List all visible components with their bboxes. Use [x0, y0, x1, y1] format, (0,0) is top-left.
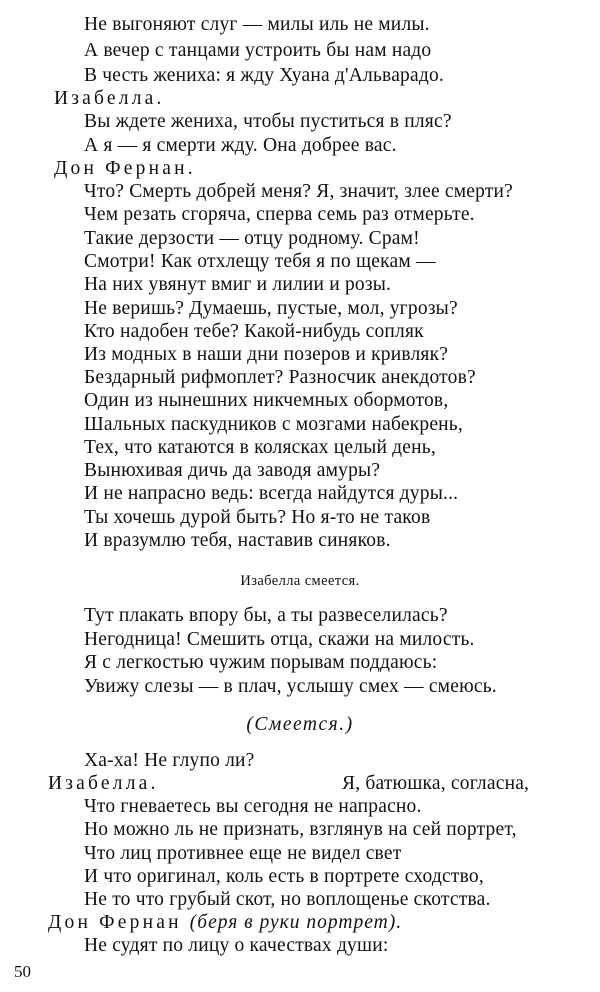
- verse-line: Чем резать сгоряча, сперва семь раз отмерьте.: [84, 203, 475, 225]
- verse-line: На них увянут вмиг и лилии и розы.: [84, 273, 392, 295]
- verse-line: Не выгоняют слуг — милы иль не милы.: [84, 14, 430, 35]
- verse-line: Что? Смерть добрей меня? Я, значит, злее смерти?: [84, 180, 514, 202]
- verse-line: Что лиц противнее еще не видел свет: [84, 842, 402, 864]
- verse-line: В честь жениха: я жду Хуана д'Альварадо.: [84, 64, 444, 86]
- verse-line: Но можно ль не признать, взглянув на сей портрет,: [84, 819, 517, 841]
- verse-line: Ха-ха! Не глупо ли?: [84, 750, 255, 772]
- speaker-name: Дон Фернан: [48, 911, 182, 933]
- inline-stage-direction: (беря в руки портрет).: [189, 911, 403, 933]
- verse-line: А вечер с танцами устроить бы нам надо: [84, 39, 432, 61]
- verse-line: И что оригинал, коль есть в портрете сходство,: [84, 865, 484, 887]
- verse-line: Такие дерзости — отцу родному. Срам!: [84, 227, 420, 249]
- stage-direction-italic: (Смеется.): [246, 713, 354, 735]
- verse-line: Вы ждете жениха, чтобы пуститься в пляс?: [84, 110, 452, 132]
- verse-line: Тут плакать впору бы, а ты развеселилась?: [84, 605, 448, 627]
- speaker-name: Дон Фернан.: [54, 157, 196, 179]
- verse-line: Смотри! Как отхлещу тебя я по щекам —: [84, 250, 436, 272]
- verse-line: И вразумлю тебя, наставив синяков.: [84, 529, 391, 551]
- verse-line: Не судят по лицу о качествах души:: [84, 935, 389, 956]
- verse-line: Вынюхивая дичь да заводя амуры?: [84, 459, 381, 481]
- verse-line: Из модных в наши дни позеров и кривляк?: [84, 343, 449, 365]
- speaker-name: Изабелла.: [54, 87, 165, 109]
- verse-line: Не то что грубый скот, но воплощенье скотства.: [84, 888, 491, 910]
- verse-line: И не напрасно ведь: всегда найдутся дуры...: [84, 482, 459, 504]
- speaker-name: Изабелла.: [48, 773, 159, 795]
- verse-line: Кто надобен тебе? Какой-нибудь сопляк: [84, 320, 424, 342]
- page-number: 50: [14, 962, 31, 981]
- verse-line: Негодница! Смешить отца, скажи на милость.: [84, 629, 475, 651]
- stage-direction: Изабелла смеется.: [240, 572, 360, 589]
- verse-line: Бездарный рифмоплет? Разносчик анекдотов?: [84, 366, 476, 388]
- verse-line: Тех, что катаются в колясках целый день,: [84, 436, 436, 458]
- verse-line: Что гневаетесь вы сегодня не напрасно.: [84, 796, 422, 818]
- verse-line: Не веришь? Думаешь, пустые, мол, угрозы?: [84, 297, 458, 319]
- verse-line: Ты хочешь дурой быть? Но я-то не таков: [84, 506, 431, 528]
- verse-line: Я, батюшка, согласна,: [342, 773, 530, 795]
- verse-line: Я с легкостью чужим порывам поддаюсь:: [84, 652, 438, 674]
- verse-line: Увижу слезы — в плач, услышу смех — смеюсь.: [84, 676, 497, 698]
- speaker-line: [48, 912, 402, 934]
- verse-line: А я — я смерти жду. Она добрее вас.: [84, 134, 397, 156]
- verse-line: Один из нынешних никчемных обормотов,: [84, 389, 449, 411]
- verse-line: Шальных паскудников с мозгами набекрень,: [84, 413, 463, 435]
